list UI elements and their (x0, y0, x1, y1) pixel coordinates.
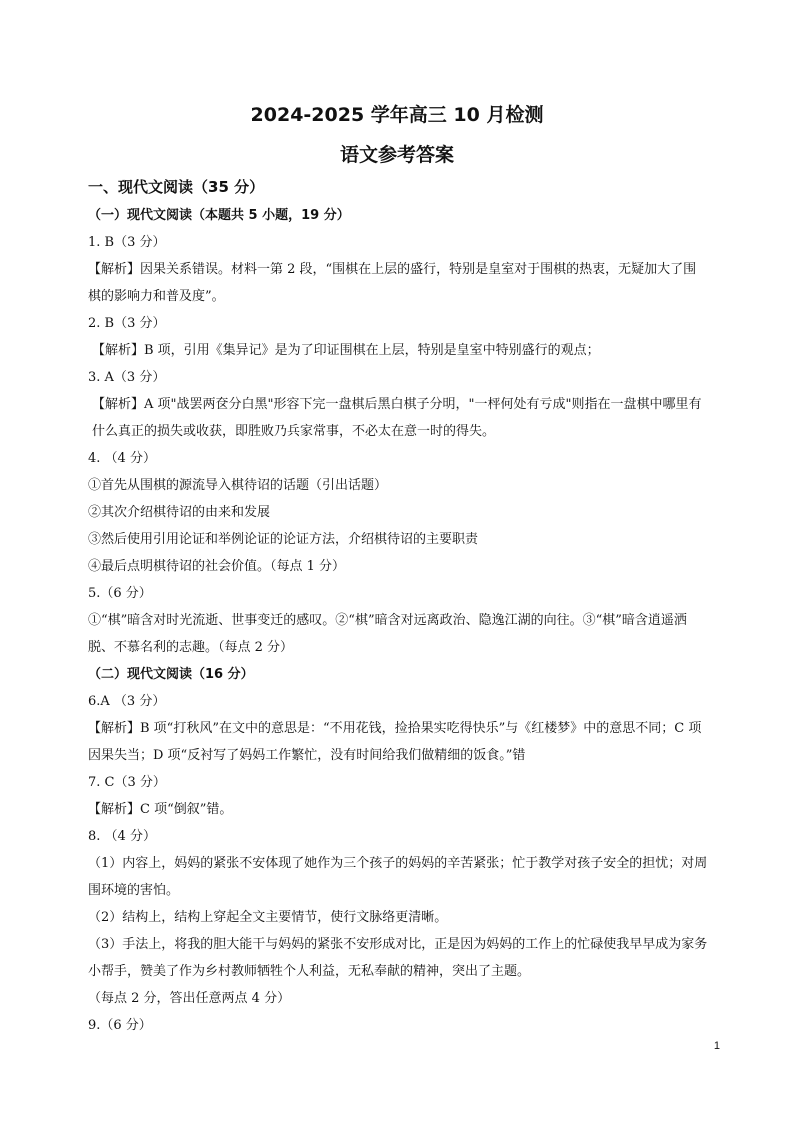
q4-point: ④最后点明棋待诏的社会价值。（每点 1 分） (88, 559, 346, 574)
q8-answer: 8. （4 分） (88, 829, 156, 844)
q1-analysis: 【解析】因果关系错误。材料一第 2 段，“围棋在上层的盛行，特别是皇室对于围棋的热衷，无疑加大了围棋的影响力和普及度”。 (88, 262, 697, 304)
q6-analysis: 【解析】B 项“打秋风”在文中的意思是：“不用花钱，捡拾果实吃得快乐”与《红楼梦》中的意思不同；C 项因果失当；D 项“反衬写了妈妈工作繁忙，没有时间给我们做精细的饭食。”错 (88, 721, 702, 763)
q2-analysis: 【解析】B 项，引用《集异记》是为了印证围棋在上层，特别是皇室中特别盛行的观点； (92, 343, 600, 358)
q8-point: （1）内容上，妈妈的紧张不安体现了她作为三个孩子的妈妈的辛苦紧张；忙于教学对孩子安全的担忧；对周围环境的害怕。 (88, 856, 708, 898)
q4-point: ②其次介绍棋待诏的由来和发展 (88, 505, 271, 520)
part2-heading: （二）现代文阅读（16 分） (88, 667, 254, 682)
q3-answer: 3. A（3 分） (88, 370, 166, 385)
document-subtitle: 语文参考答案 (339, 144, 454, 166)
q4-point: ①首先从围棋的源流导入棋待诏的话题（引出话题） (88, 478, 388, 493)
q4-answer: 4. （4 分） (88, 451, 156, 466)
q2-answer: 2. B（3 分） (88, 316, 166, 331)
q8-point: （2）结构上，结构上穿起全文主要情节，使行文脉络更清晰。 (88, 910, 448, 925)
q5-text: ①“棋”暗含对时光流逝、世事变迁的感叹。②“棋”暗含对远离政治、隐逸江湖的向往。③“棋”暗含逍遥洒脱、不慕名利的志趣。（每点 2 分） (88, 613, 687, 655)
q7-analysis: 【解析】C 项“倒叙”错。 (88, 802, 233, 817)
q1-answer: 1. B（3 分） (88, 235, 166, 250)
section-heading-modern-reading: 一、现代文阅读（35 分） (88, 178, 265, 196)
q8-point: （每点 2 分，答出任意两点 4 分） (88, 991, 291, 1006)
q7-answer: 7. C（3 分） (88, 775, 166, 790)
q5-answer: 5.（6 分） (88, 586, 152, 601)
q9-answer: 9.（6 分） (88, 1018, 152, 1033)
q6-answer: 6.A （3 分） (88, 694, 166, 709)
q4-point: ③然后使用引用论证和举例论证的论证方法，介绍棋待诏的主要职责 (88, 532, 479, 547)
q3-analysis: 【解析】A 项"战罢两奁分白黑"形容下完一盘棋后黑白棋子分明，"一枰何处有亏成"则指在一盘棋中哪里有什么真正的损失或收获，即胜败乃兵家常事，不必太在意一时的得失。 (92, 397, 702, 439)
document-title: 2024-2025 学年高三 10 月检测 (250, 104, 544, 126)
q8-point: （3）手法上，将我的胆大能干与妈妈的紧张不安形成对比，正是因为妈妈的工作上的忙碌使我早早成为家务小帮手，赞美了作为乡村教师牺牲个人利益，无私奉献的精神，突出了主题。 (88, 937, 708, 979)
page-number: 1 (713, 1040, 720, 1052)
answer-content (88, 174, 708, 1039)
part1-heading: （一）现代文阅读（本题共 5 小题，19 分） (88, 208, 350, 223)
